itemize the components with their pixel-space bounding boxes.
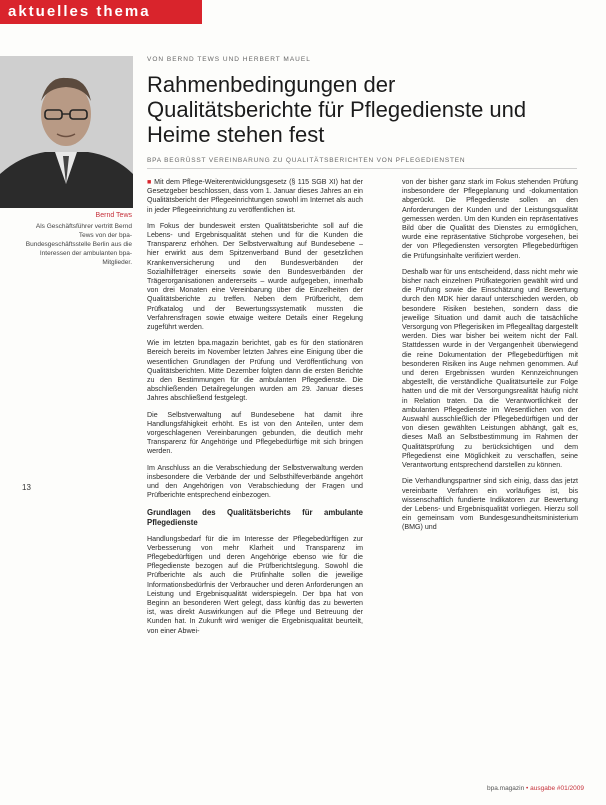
article-title: Rahmenbedingungen der Qualitätsberichte für Pflegedienste und Heime stehen fest [147, 72, 527, 147]
paragraph: Im Fokus der bundesweit ersten Qualitätsberichte soll auf die Lebens- und Ergebnisqualität stehen und für die Kunden die Transparenz erhöhen. Der Selbstverwaltung auf Bundesebene – hier erwirkt aus dem Spitzenverband Bund der gesetzlichen Krankenversicherung und den Bundesverbänden der Sozialhilfeträger einerseits sowie den Bundesverbänden der Trägerorganisationen andererseits – wurde aufgegeben, innerhalb von drei Monaten eine Vereinbarung über die Einzelheiten der Qualitätsberichte zu treffen. Neben dem Prüfbericht, dem Prüfkatalog und der Bewertungssystematik mussten die Verfahrensfragen sowie etwaige weitere Details einer Regelung zugeführt werden. [147, 221, 363, 332]
paragraph: Die Selbstverwaltung auf Bundesebene hat damit ihre Handlungsfähigkeit erhöht. Es ist von den Anteilen, unter dem vorgeschlagenen Vereinbarungen gebunden, die deutlich mehr Transparenz für Angehörige und Pflegebedürftige mit sich bringen werden. [147, 410, 363, 456]
footer-separator: • [526, 785, 531, 792]
paragraph-text: Mit dem Pflege-Weiterentwicklungsgesetz (§ 115 SGB XI) hat der Gesetzgeber beschlossen, dass vom 1. Januar dieses Jahres an ein Qualitätsbericht der Pflegeeinrichtungen sowohl im Internet als auch in jeder Pflegeeinrichtung zu veröffentlichen ist. [147, 178, 363, 214]
paragraph: Deshalb war für uns entscheidend, dass nicht mehr wie bisher nach einzelnen Prüfkategorien gewählt wird und die Prüfung sowie die Einschätzung und Bewertung durch den MDK hier darauf unterschieden werden, ob besondere Risiken bestehen, sondern dass die jeweilige Situation und damit auch die tatsächliche Versorgung von Pflegerisiken im Pflegealltag dargestellt werden. Dies war bisher bei weitem nicht der Fall. Stattdessen wurde in der Vergangenheit überwiegend die reine Dokumentation der Pflegebedürftigen mit besonderen Risiken ins Auge nehmen genommen. Auf und deren Ergebnissen wurden Kennzeichnungen abgestellt, die verständliche Qualitätsurteile zur Folge hatten und die mit der Versorgungsrealität häufig nicht in Relation traten. Da die Verantwortlichkeit der ambulanten Pflegedienste im Wesentlichen von der Auswahl ausschließlich der Pflegebedürftigen und der von diesen gewählten Leistungen abhängt, galt es, dieses Maß an Selbstbestimmung im Rahmen der Qualitätsprüfung zu berücksichtigen und dem Pflegedienst eine Möglichkeit zu verschaffen, seine Verantwortung entsprechend darstellen zu können. [402, 267, 578, 470]
page-number: 13 [22, 483, 31, 492]
section-label: aktuelles thema [8, 3, 151, 20]
author-photo [0, 56, 133, 208]
section-banner [0, 0, 202, 24]
paragraph: Handlungsbedarf für die im Interesse der Pflegebedürftigen zur Verbesserung von mehr Klarheit und Transparenz im Pflegebedürftigen und deren Angehörige ebenso wie für die Pflegedienste bezogen auf die Prüfberichtslegung. Sowohl die Prüfberichte als auch die Prüfinhalte sollen die jeweilige Informationsbedürfnis der Verbraucher und deren Anforderungen an Leistung und Ergebnisqualität widerspiegeln. Der bpa hat von Beginn an besonderen Wert gelegt, dass künftig das zu bewerten ist, was direkt Auswirkungen auf die Pflege und Betreuung der Kunden hat. In Zukunft wird weniger die Ergebnisqualität beurteilt, von einer Abwei- [147, 534, 363, 635]
text-column-right [402, 178, 578, 778]
photo-caption-text: Als Geschäftsführer vertritt Bernd Tews von der bpa-Bundesgeschäftsstelle Berlin aus die Interessen der ambulanten bpa-Mitglieder. [25, 223, 132, 266]
article-subtitle: BPA BEGRÜSST VEREINBARUNG ZU QUALITÄTSBERICHTEN VON PFLEGEDIENSTEN [147, 157, 466, 164]
paragraph: Wie im letzten bpa.magazin berichtet, gab es für den stationären Bereich bereits im November letzten Jahres eine Einigung über die wesentlichen Grundlagen der Prüfung und Veröffentlichung von Qualitätsberichten. Mitte Dezember folgten dann die ersten Berichte zu den Bestimmungen für die ambulanten Pflegedienste. Die abschließenden Detailregelungen wurden am 29. Januar dieses Jahres abschließend festgelegt. [147, 339, 363, 403]
photo-caption-name: Bernd Tews [95, 212, 132, 219]
paragraph: Die Verhandlungspartner sind sich einig, dass das jetzt vereinbarte Verfahren ein vorläufiges ist, bis wissenschaftlich fundierte Indikatoren zur Bewertung der Lebens- und Ergebnisqualität vorliegen. Hierzu soll ein gemeinsam vom Bundesgesundheitsministerium (BMG) und [402, 477, 578, 532]
divider [147, 168, 577, 169]
article-authors: VON BERND TEWS UND HERBERT MAUEL [147, 56, 311, 63]
footer-magazine: bpa.magazin [487, 785, 525, 792]
footer-issue: ausgabe #01/2009 [530, 785, 584, 792]
paragraph: Im Anschluss an die Verabschiedung der Selbstverwaltung werden insbesondere die Verbände der und Selbsthilfeverbände angehört und den Angehörigen von Verabschiedung der Fragen und Prüfberichte entsprechend einbezogen. [147, 463, 363, 500]
paragraph: von der bisher ganz stark im Fokus stehenden Prüfung insbesondere der Pflegeplanung und -dokumentation abgerückt. Die Pflegedienste sollen an den Anforderungen der Kunden und der Leistungsqualität gemessen werden. Um den Kunden ein repräsentatives Bild über die Qualität des Dienstes zu ermöglichen, wurde eine repräsentative Stichprobe vorgesehen, bei der von Pflegediensten versorgten Pflegebedürftigen die Prüfungsinhalte verifiziert werden. [402, 178, 578, 260]
section-heading: Grundlagen des Qualitätsberichts für ambulante Pflegedienste [147, 507, 363, 527]
square-bullet-icon: ■ [147, 178, 155, 186]
paragraph [147, 178, 363, 215]
page-footer [487, 785, 584, 792]
text-column-left [147, 178, 363, 778]
